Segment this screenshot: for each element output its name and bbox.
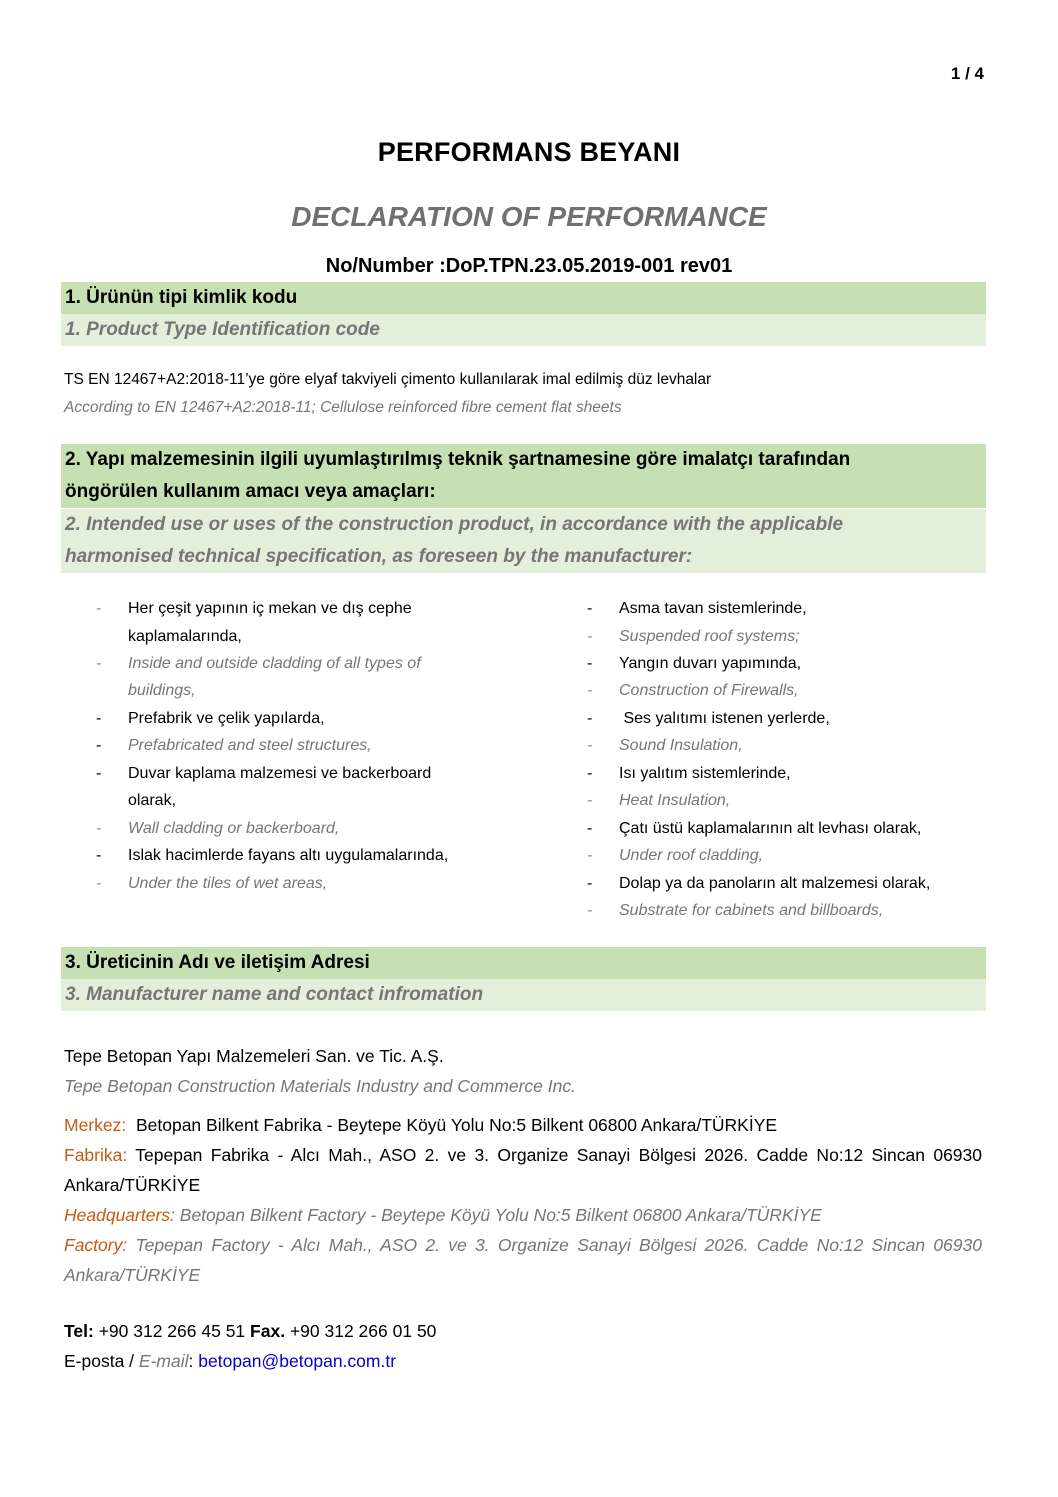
address-factory — [64, 1230, 982, 1290]
fabrika-value: Tepepan Fabrika - Alcı Mah., ASO 2. ve 3. Organize Sanayi Bölgesi 2026. Cadde No:12 Sincan 06930 Ankara/TÜRKİYE — [64, 1145, 983, 1195]
factory-value: Tepepan Factory - Alcı Mah., ASO 2. ve 3. Organize Sanayi Bölgesi 2026. Cadde No:12 Sincan 06930 Ankara/TÜRKİYE — [64, 1235, 982, 1285]
section2-heading-en-line1: 2. Intended use or uses of the construction product, in accordance with the applicable — [61, 509, 986, 541]
section3-heading-en: 3. Manufacturer name and contact infromation — [61, 979, 986, 1011]
email-colon: : — [188, 1351, 194, 1371]
tel-label: Tel: — [64, 1321, 94, 1341]
document-number: No/Number :DoP.TPN.23.05.2019-001 rev01 — [325, 255, 733, 277]
email-label-en: E-mail — [138, 1351, 189, 1371]
contact-email — [64, 1346, 982, 1376]
contact-phone — [64, 1316, 982, 1346]
section2-heading-tr-line1: 2. Yapı malzemesinin ilgili uyumlaştırılmış teknik şartnamesine göre imalatçı tarafından — [61, 444, 986, 476]
merkez-label: Merkez: — [64, 1115, 127, 1135]
fax-value: +90 312 266 01 50 — [289, 1321, 437, 1341]
section3-heading-tr: 3. Üreticinin Adı ve iletişim Adresi — [61, 947, 986, 979]
email-link[interactable]: betopan@betopan.com.tr — [198, 1351, 397, 1371]
headquarters-value: Betopan Bilkent Factory - Beytepe Köyü Yolu No:5 Bilkent 06800 Ankara/TÜRKİYE — [179, 1205, 822, 1225]
merkez-value: Betopan Bilkent Fabrika - Beytepe Köyü Yolu No:5 Bilkent 06800 Ankara/TÜRKİYE — [135, 1115, 778, 1135]
factory-label: Factory: — [64, 1235, 128, 1255]
fabrika-label: Fabrika: — [64, 1145, 128, 1165]
section1-heading-en: 1. Product Type Identification code — [61, 314, 986, 346]
address-merkez — [64, 1110, 982, 1140]
company-name-en: Tepe Betopan Construction Materials Industry and Commerce Inc. — [64, 1076, 576, 1096]
page-title-en: DECLARATION OF PERFORMANCE — [291, 201, 767, 232]
tel-value: +90 312 266 45 51 — [98, 1321, 246, 1341]
page-number: 1 / 4 — [950, 64, 984, 83]
section1-text-en: According to EN 12467+A2:2018-11; Cellulose reinforced fibre cement flat sheets — [64, 399, 622, 416]
section1-heading-tr: 1. Ürünün tipi kimlik kodu — [61, 282, 986, 314]
fax-label: Fax. — [250, 1321, 286, 1341]
headquarters-label: Headquarters: — [64, 1205, 175, 1225]
company-name-tr: Tepe Betopan Yapı Malzemeleri San. ve Tic. A.Ş. — [64, 1046, 444, 1066]
email-label-tr: E-posta / — [64, 1351, 135, 1371]
section1-text-tr: TS EN 12467+A2:2018-11’ye göre elyaf takviyeli çimento kullanılarak imal edilmiş düz levhalar — [64, 371, 712, 388]
address-fabrika — [64, 1140, 982, 1200]
address-headquarters — [64, 1200, 982, 1230]
page-title-tr: PERFORMANS BEYANI — [377, 137, 681, 167]
section2-heading-en-line2: harmonised technical specification, as foreseen by the manufacturer: — [61, 541, 986, 573]
section2-heading-tr-line2: öngörülen kullanım amacı veya amaçları: — [61, 476, 986, 508]
